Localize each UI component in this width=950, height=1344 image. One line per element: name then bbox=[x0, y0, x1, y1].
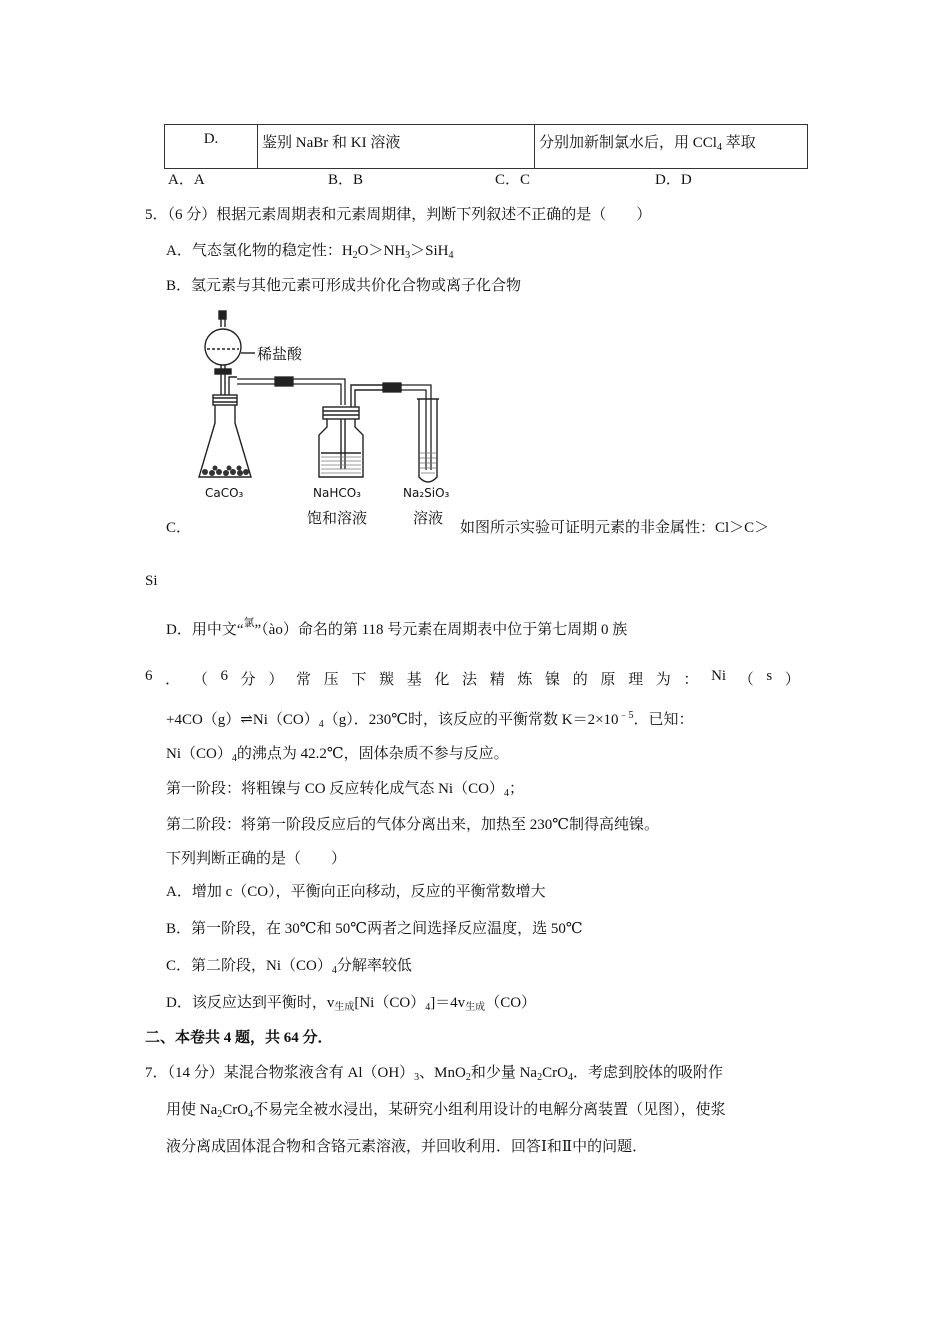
q7-line2: 用使 $Na_2CrO_4$不易完全被水浸出，某研究小组利用设计的电解分离装置（见图），使浆 bbox=[166, 1102, 726, 1120]
label-flask: CaCO₃ bbox=[205, 486, 244, 500]
q5-option-c-text: 如图所示实验可证明元素的非金属性：Cl＞C＞ bbox=[460, 520, 770, 536]
q6-option-d: D．该反应达到平衡时，$v_{生成}[Ni(CO)_4]=4v_{生成}(CO)$ bbox=[166, 995, 537, 1013]
funnel-bulb bbox=[205, 329, 241, 365]
q5-stem: 5．（6 分）根据元素周期表和元素周期律，判断下列叙述不正确的是（ ） bbox=[145, 207, 652, 223]
connector-1 bbox=[275, 377, 293, 386]
conical-flask bbox=[199, 405, 251, 477]
test-tube bbox=[419, 399, 437, 482]
q5-option-c-label: C． bbox=[166, 520, 192, 536]
flask-stopper bbox=[213, 395, 237, 405]
label-tube-b: 溶液 bbox=[413, 509, 444, 527]
table-row bbox=[165, 125, 808, 169]
q6-ask: 下列判断正确的是（ ） bbox=[166, 851, 347, 867]
funnel-stopcock bbox=[215, 369, 231, 374]
q6-option-b: B．第一阶段，在 30℃和 50℃两者之间选择反应温度，选 50℃ bbox=[166, 921, 583, 937]
q6-stem-line3: $Ni(CO)_4$的沸点为 42.2℃，固体杂质不参与反应。 bbox=[166, 746, 509, 764]
apparatus-figure bbox=[195, 305, 475, 535]
table-cell-method: 分别加新制氯水后，用 CCl$_4$ 萃取 bbox=[535, 125, 808, 169]
bottle-stopper bbox=[323, 407, 359, 419]
q5-option-d: D．用中文“$^氯$”（ào）命名的第 118 号元素在周期表中位于第七周期 0 族 bbox=[166, 617, 628, 638]
section-heading: 二、本卷共 4 题，共 64 分． bbox=[145, 1030, 333, 1046]
q5-option-b: B．氢元素与其他元素可形成共价化合物或离子化合物 bbox=[166, 278, 522, 294]
label-bottle-b: 饱和溶液 bbox=[307, 509, 368, 527]
q4-option-c: C．C bbox=[495, 172, 531, 188]
q5-option-a: A．气态氢化物的稳定性：$H_2O>NH_3>SiH_4$ bbox=[166, 243, 454, 261]
funnel-stopper bbox=[219, 311, 226, 319]
q6-option-c: C．第二阶段，$Ni(CO)_4$分解率较低 bbox=[166, 958, 412, 976]
q4-option-d: D．D bbox=[655, 172, 692, 188]
connector-2 bbox=[383, 383, 401, 392]
label-acid: 稀盐酸 bbox=[257, 345, 303, 363]
label-bottle: NaHCO₃ bbox=[313, 486, 361, 500]
q7-line1: 7．（14 分）某混合物浆液含有 $Al(OH)_3$、MnO$_2$和少量 $Na_2CrO_4$．考虑到胶体的吸附作 bbox=[145, 1065, 723, 1083]
table-cell-label: D. bbox=[165, 125, 258, 169]
label-tube: Na₂SiO₃ bbox=[403, 486, 450, 500]
q4-option-b: B．B bbox=[328, 172, 364, 188]
table-cell-purpose: 鉴别 NaBr 和 KI 溶液 bbox=[258, 125, 535, 169]
q6-stage1: 第一阶段：将粗镍与 CO 反应转化成气态 $Ni(CO)_4$； bbox=[166, 781, 524, 799]
q6-stage2: 第二阶段：将第一阶段反应后的气体分离出来，加热至 230℃制得高纯镍。 bbox=[166, 817, 660, 833]
q5-option-c-cont: Si bbox=[145, 573, 158, 589]
q4-option-a: A．A bbox=[168, 172, 205, 188]
option-table bbox=[164, 124, 808, 169]
q6-stem-line2: $+4CO(g)\rightleftharpoons Ni(CO)_4(g)$．230℃时，该反应的平衡常数 $K=2\times 10^{﹣5}$．已知： bbox=[166, 710, 694, 730]
tube-liquid bbox=[420, 453, 436, 473]
q7-line3: 液分离成固体混合物和含铬元素溶液，并回收利用．回答Ⅰ和Ⅱ中的问题． bbox=[166, 1139, 648, 1155]
q6-option-a: A．增加 c（CO），平衡向正向移动，反应的平衡常数增大 bbox=[166, 884, 546, 900]
q6-stem-line1: 6 ． （ 6 分 ） 常 压 下 羰 基 化 法 精 炼 镍 的 原 理 为 ： Ni （ s ） bbox=[145, 668, 800, 688]
caco3-solid bbox=[202, 466, 249, 477]
